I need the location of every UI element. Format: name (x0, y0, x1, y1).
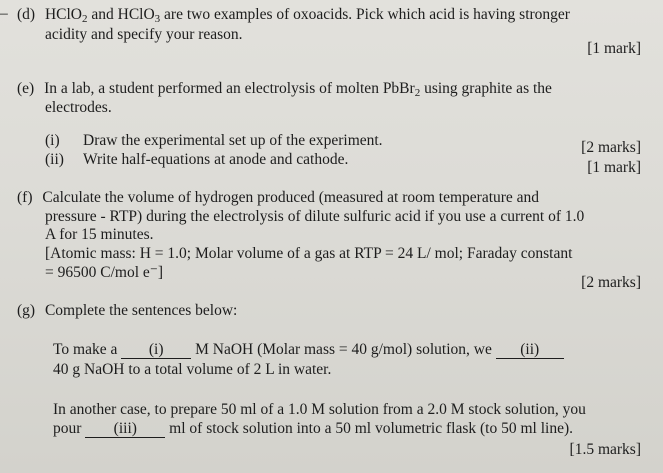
question-d-text-1: are two examples of oxoacids. Pick which acid is having stronger (160, 6, 570, 23)
question-e-line-1: (e) In a lab, a student performed an electrolysis of molten PbBr$_2$ using graphite as the (17, 80, 552, 99)
formula-hclo3: and HClO$_3$ (87, 6, 161, 25)
question-e-ii (45, 151, 348, 169)
question-g-sentence-1-cont: 40 g NaOH to a total volume of 2 L in water. (53, 361, 332, 378)
question-f-line-4: [Atomic mass: H = 1.0; Molar volume of a gas at RTP = 24 L/ mol; Faraday constant (45, 245, 573, 262)
dash-marker: – (0, 5, 8, 22)
question-f-line-1: (f) Calculate the volume of hydrogen produced (measured at room temperature and (17, 189, 540, 206)
question-g-sentence-2-cont: pour (iii) ml of stock solution into a 50 ml volumetric flask (to 50 ml line). (53, 420, 573, 437)
blank-i[interactable]: (i) (121, 342, 191, 359)
question-e-ii-text: Write half-equations at anode and cathode. (83, 151, 349, 168)
question-e-i-text: Draw the experimental set up of the experiment. (83, 132, 383, 149)
question-g-line-1: (g) Complete the sentences below: (17, 302, 238, 319)
question-f-line-3: A for 15 minutes. (45, 226, 154, 243)
question-g-sentence-2: In another case, to prepare 50 ml of a 1.0 M solution from a 2.0 M stock solution, you (53, 401, 586, 418)
formula-hclo2: HClO$_2$ (44, 6, 88, 25)
question-e-i-mark: [2 marks] (581, 139, 641, 156)
question-f-mark: [2 marks] (581, 274, 641, 291)
question-g-mark: [1.5 marks] (569, 441, 641, 458)
question-e-label: (e) (17, 80, 35, 97)
question-d-label: (d) (17, 6, 36, 23)
question-g-label: (g) (17, 302, 36, 319)
question-e-i-label: (i) (45, 132, 60, 149)
question-d-line-2: acidity and specify your reason. (45, 26, 243, 43)
question-f-label: (f) (17, 189, 33, 206)
question-e-line-2: electrodes. (45, 99, 112, 116)
question-g-sentence-1: To make a (i) M NaOH (Molar mass = 40 g/mol) solution, we (ii) (53, 341, 564, 359)
blank-iii[interactable]: (iii) (85, 421, 165, 438)
question-f-line-5: = 96500 C/mol e⁻] (45, 264, 164, 281)
question-d-mark: [1 mark] (587, 40, 641, 57)
blank-ii[interactable]: (ii) (496, 342, 564, 359)
question-e-ii-mark: [1 mark] (587, 159, 641, 176)
question-e-i (45, 132, 383, 150)
question-d-line-1 (17, 6, 570, 24)
pbbr2-subscript: 2 (414, 87, 421, 99)
question-e-ii-label: (ii) (45, 151, 64, 168)
question-f-line-2: pressure - RTP) during the electrolysis of dilute sulfuric acid if you use a current of 1.0 (45, 208, 585, 225)
